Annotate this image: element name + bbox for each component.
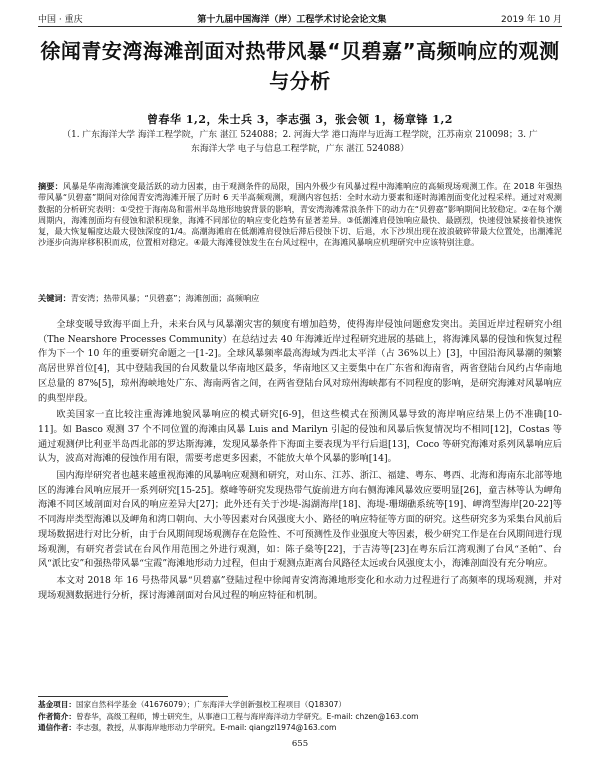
footnote-funding [38,699,562,711]
footnote-divider [38,696,228,697]
footnote-corresponding [38,722,562,734]
footnote-corresponding-text: 李志强，教授，从事海岸地形动力学研究。E-mail: qiangzl1974@163.com [75,723,337,732]
author-list: 曾春华 1,2，朱士兵 3，李志强 3，张会领 1，杨章锋 1,2 [147,113,453,126]
paper-title: 徐闻青安湾海滩剖面对热带风暴“贝碧嘉”高频响应的观测与分析 [40,39,560,93]
body-paragraph-3: 国内海岸研究者也越来越重视海滩的风暴响应观测和研究，对山东、江苏、浙江、福建、粤东、粤西、北海和海南东北部等地区的海滩台风响应展开一系列研究[15-25]。蔡峰等研究发现热带气旋前进方向右侧海滩风暴效应要明显[26]，童吉林等认为岬角海滩不同区域剖面对台风的响应差异大[27]；此外还有关于沙堤-潟湖海岸[18]、海堤-珊瑚礁系统等[19]、岬湾型海岸[20-22]等不同海岸类型海滩以及岬角和湾口朝向、大小等因素对台风强度大小、路径的响应特征等方面的研究。这些研究多为采集台风前后现场数据进行对比分析，由于台风期间现场观测存在危险性、不可预测性及作业强度大等因素，极少研究工作是在台风期间进行现场观测，有研究者尝试在台风作用范围之外进行观测，如：陈子燊等[22]，于吉涛等[23]在粤东后江湾观测了台风“圣帕”、台风“派比安”和强热带风暴“宝霞”海滩地形动力过程，但由于观测点距离台风路径太远或台风强度太小，海滩剖面没有充分响应。 [38,470,562,570]
keywords-text: 青安湾；热带风暴；“贝碧嘉”；海滩剖面；高频响应 [70,293,260,303]
header-proceedings: 第十九届中国海洋（岸）工程学术讨论会论文集 [197,14,387,25]
footnote-funding-label: 基金项目： [38,700,76,709]
affiliations: （1. 广东海洋大学 海洋工程学院，广东 湛江 524088；2. 河海大学 港口海岸与近海工程学院，江苏南京 210098；3. 广东海洋大学 电子与信息工程学院，广东 湛江 524088） [62,130,538,154]
header-location: 中国 · 重庆 [38,14,83,25]
header-date: 2019 年 10 月 [501,14,562,25]
keywords [38,293,562,304]
body-paragraph-2: 欧美国家一直比较注重海滩地貌风暴响应的模式研究[6-9]，但这些模式在预测风暴导致的海岸响应结果上仍不准确[10-11]。如 Basco 观测 37 个不同位置的海滩由风暴 Luis and Marilyn 引起的侵蚀和风暴后恢复情况均不相同[12]，Costas 等通过观测伊比利亚半岛西北部的罗达斯海滩，发现风暴条件下海面主要表现为平行后退[13]，Coco 等研究海滩对系列风暴响应后认为，波高对海滩的侵蚀作用有限，需要考虑更多因素，不能放大单个风暴的影响[14]。 [38,409,562,465]
footnote-corresponding-label: 通信作者： [38,723,76,732]
footnote-author-label: 作者简介： [38,711,76,721]
body-text [38,318,562,603]
footnotes [38,699,562,734]
footnote-author [38,711,562,723]
abstract-label: 摘要： [38,181,63,191]
footnote-funding-text: 国家自然科学基金（41676079）；广东海洋大学创新强校工程项目（Q18307） [75,700,346,709]
abstract-text: 风暴是华南海滩演变最活跃的动力因素，由于观测条件的局限，国内外极少有风暴过程中海滩响应的高频现场观测工作。在 2018 年强热带风暴“贝碧嘉”期间对徐闻青安湾海滩开展了历时 6 天半高频观测，观测内容包括：全时水动力要素和逐时海滩剖面变化过程采样。通过对观测数据的分析研究表明：①受控于海南岛和雷州半岛地形地貌背景的影响，青安湾海滩常浪条件下的动力在“贝碧嘉”影响期间比较稳定。②在每个潮周期内，海滩剖面均有侵蚀和淤积现象，海滩不同部位的响应变化趋势有显著差异。③低潮滩肩侵蚀响应最快、最剧烈，快速侵蚀紧接着快速恢复，最大恢复幅度达最大侵蚀深度的1/4。高潮海滩肩在低潮滩肩侵蚀后滞后侵蚀下切、后退，水下沙坝出现在波浪破碎带最大位置处，出潮滩泥沙逐步向海岸移积积而成，位置相对稳定。④最大海滩侵蚀发生在台风过程中，在海滩风暴响应机理研究中应该特别注意。 [38,181,562,248]
footnote-author-text: 曾春华，高级工程师，博士研究生，从事港口工程与海岸海洋动力学研究。E-mail: chzen@163.com [75,711,419,721]
page-number: 655 [291,739,309,749]
abstract [38,181,562,249]
keywords-label: 关键词： [38,293,71,303]
running-header [38,10,562,27]
body-paragraph-1: 全球变暖导致海平面上升，未来台风与风暴潮灾害的频度有增加趋势，使得海岸侵蚀问题愈发突出。美国近岸过程研究小组（The Nearshore Processes Community）在总结过去 40 年海滩近岸过程研究进展的基础上，将海滩风暴的侵蚀和恢复过程作为下一个 10 年的重要研究命题之一[1-2]。全球风暴频率最高海域为西北太平洋（占 36%以上）[3]，中国沿海风暴潮的频繁高居世界首位[4]，其中登陆我国的台风数量以华南地区最多，华南地区又主要集中在广东省和海南省，两省登陆台风约占华南地区总量的 87%[5]，琼州海峡地处广东、海南两省之间，在两省登陆台风对琼州海峡都有不同程度的影响，是研究海滩对风暴响应的典型岸段。 [38,319,562,404]
body-paragraph-4: 本文对 2018 年 16 号热带风暴“贝碧嘉”登陆过程中徐闻青安湾海滩地形变化和水动力过程进行了高频率的现场观测，并对现场观测数据进行分析，探讨海滩剖面对台风过程的响应特征和机制。 [38,574,562,601]
